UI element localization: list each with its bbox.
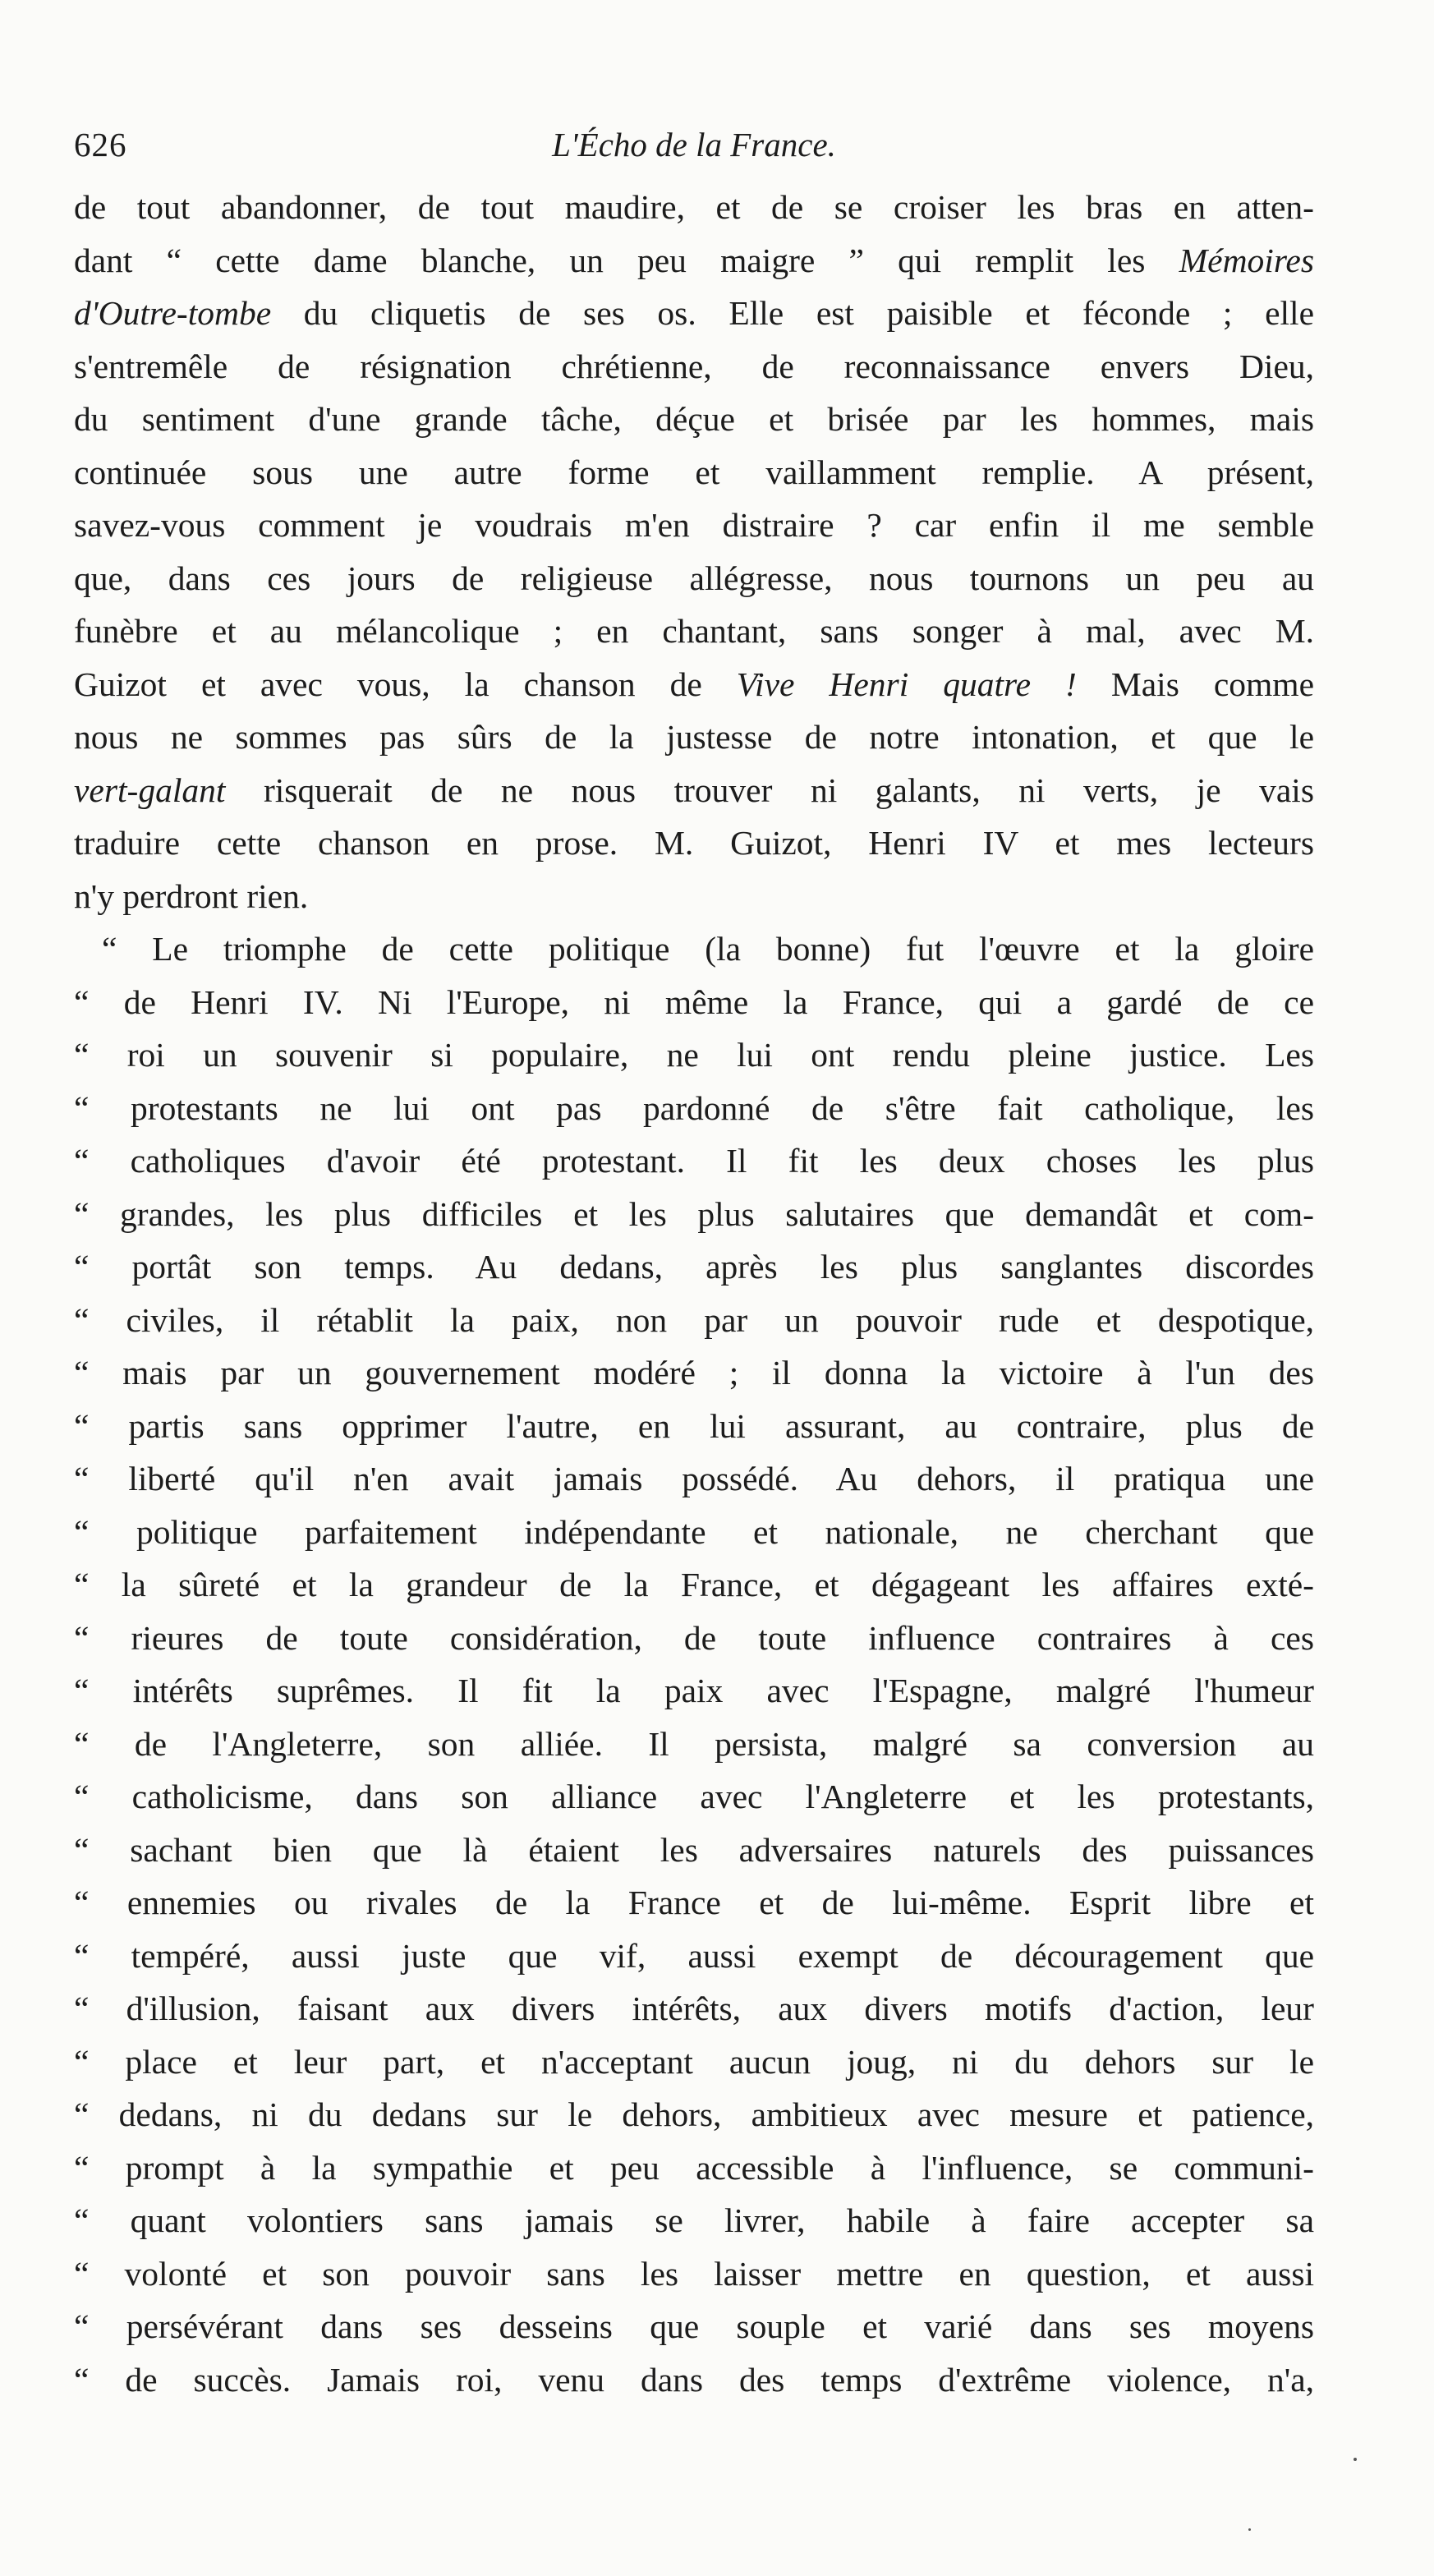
text-line: savez-vous comment je voudrais m'en distraire ? car enfin il me semble	[74, 506, 1314, 544]
quote-line: “ liberté qu'il n'en avait jamais possédé. Au dehors, il pratiqua une	[74, 1460, 1314, 1497]
quote-line: “ portât son temps. Au dedans, après les plus sanglantes discordes	[74, 1248, 1314, 1286]
quote-line: “ intérêts suprêmes. Il fit la paix avec l'Espagne, malgré l'humeur	[74, 1672, 1314, 1709]
print-speck	[1354, 2458, 1357, 2461]
quote-line: “ roi un souvenir si populaire, ne lui ont rendu pleine justice. Les	[74, 1036, 1314, 1074]
quote-line: “ sachant bien que là étaient les adversaires naturels des puissances	[74, 1830, 1314, 1869]
text-run: Mais comme	[1076, 665, 1314, 703]
quote-line: “ Le triomphe de cette politique (la bonne) fut l'œuvre et la gloire	[102, 930, 1314, 968]
quote-line: “ d'illusion, faisant aux divers intérêts, aux divers motifs d'action, leur	[74, 1990, 1314, 2027]
text-line: traduire cette chanson en prose. M. Guizot, Henri IV et mes lecteurs	[74, 824, 1314, 862]
quote-line: “ mais par un gouvernement modéré ; il donna la victoire à l'un des	[74, 1354, 1314, 1392]
text-run: du cliquetis de ses os. Elle est paisible et féconde ; elle	[271, 294, 1314, 332]
text-line: funèbre et au mélancolique ; en chantant, sans songer à mal, avec M.	[74, 612, 1314, 650]
quote-line: “ grandes, les plus difficiles et les plus salutaires que demandât et com-	[74, 1194, 1314, 1233]
quote-line: “ de Henri IV. Ni l'Europe, ni même la France, qui a gardé de ce	[74, 982, 1314, 1021]
quote-line: “ partis sans opprimer l'autre, en lui assurant, au contraire, plus de	[74, 1406, 1314, 1445]
text-line	[74, 764, 1314, 817]
quote-line: “ place et leur part, et n'acceptant aucun joug, ni du dehors sur le	[74, 2042, 1314, 2081]
text-line: nous ne sommes pas sûrs de la justesse de notre intonation, et que le	[74, 718, 1314, 756]
quote-line: “ de l'Angleterre, son alliée. Il persista, malgré sa conversion au	[74, 1724, 1314, 1763]
quote-line: “ protestants ne lui ont pas pardonné de s'être fait catholique, les	[74, 1088, 1314, 1127]
italic-title-memoires: Mémoires	[1179, 241, 1314, 279]
quote-line: “ catholicisme, dans son alliance avec l'Angleterre et les protestants,	[74, 1778, 1314, 1815]
quote-line: “ ennemies ou rivales de la France et de lui-même. Esprit libre et	[74, 1884, 1314, 1921]
quote-line: “ politique parfaitement indépendante et nationale, ne cherchant que	[74, 1512, 1314, 1551]
text-line: continuée sous une autre forme et vaillamment remplie. A présent,	[74, 453, 1314, 491]
italic-song-title: Vive Henri quatre !	[736, 665, 1077, 703]
print-speck	[1248, 2528, 1251, 2531]
text-line	[74, 234, 1314, 288]
text-line: du sentiment d'une grande tâche, déçue et brisée par les hommes, mais	[74, 400, 1314, 438]
text-line	[74, 287, 1314, 340]
text-line: que, dans ces jours de religieuse allégresse, nous tournons un peu au	[74, 559, 1314, 597]
text-run: dant “ cette dame blanche, un peu maigre ” qui remplit les	[74, 241, 1179, 279]
page-number: 626	[74, 126, 127, 163]
italic-title-outre-tombe: d'Outre-tombe	[74, 294, 272, 332]
text-run: Guizot et avec vous, la chanson de	[74, 665, 737, 703]
quote-line: “ rieures de toute considération, de toute influence contraires à ces	[74, 1618, 1314, 1657]
italic-vert-galant: vert-galant	[74, 770, 226, 809]
quote-line: “ tempéré, aussi juste que vif, aussi exempt de découragement que	[74, 1936, 1314, 1975]
quote-line: “ la sûreté et la grandeur de la France, et dégageant les affaires exté-	[74, 1566, 1314, 1603]
book-page	[74, 115, 1314, 2406]
text-run: risquerait de ne nous trouver ni galants, ni verts, je vais	[225, 770, 1314, 809]
quote-line: “ quant volontiers sans jamais se livrer, habile à faire accepter sa	[74, 2201, 1314, 2239]
text-line: de tout abandonner, de tout maudire, et de se croiser les bras en atten-	[74, 188, 1314, 226]
quote-line: “ volonté et son pouvoir sans les laisser mettre en question, et aussi	[74, 2254, 1314, 2293]
quote-line: “ persévérant dans ses desseins que souple et varié dans ses moyens	[74, 2307, 1314, 2345]
quote-line: “ de succès. Jamais roi, venu dans des temps d'extrême violence, n'a,	[74, 2360, 1314, 2399]
quote-line: “ catholiques d'avoir été protestant. Il fit les deux choses les plus	[74, 1142, 1314, 1180]
quote-line: “ prompt à la sympathie et peu accessible à l'influence, se communi-	[74, 2148, 1314, 2187]
text-line: n'y perdront rien.	[74, 876, 309, 915]
journal-title: L'Écho de la France.	[552, 126, 836, 163]
text-line	[74, 658, 1314, 711]
quote-line: “ dedans, ni du dedans sur le dehors, ambitieux avec mesure et patience,	[74, 2095, 1314, 2133]
running-head	[74, 115, 1314, 181]
text-line: s'entremêle de résignation chrétienne, de reconnaissance envers Dieu,	[74, 347, 1314, 385]
body-text	[74, 181, 1314, 2406]
quote-line: “ civiles, il rétablit la paix, non par un pouvoir rude et despotique,	[74, 1300, 1314, 1339]
